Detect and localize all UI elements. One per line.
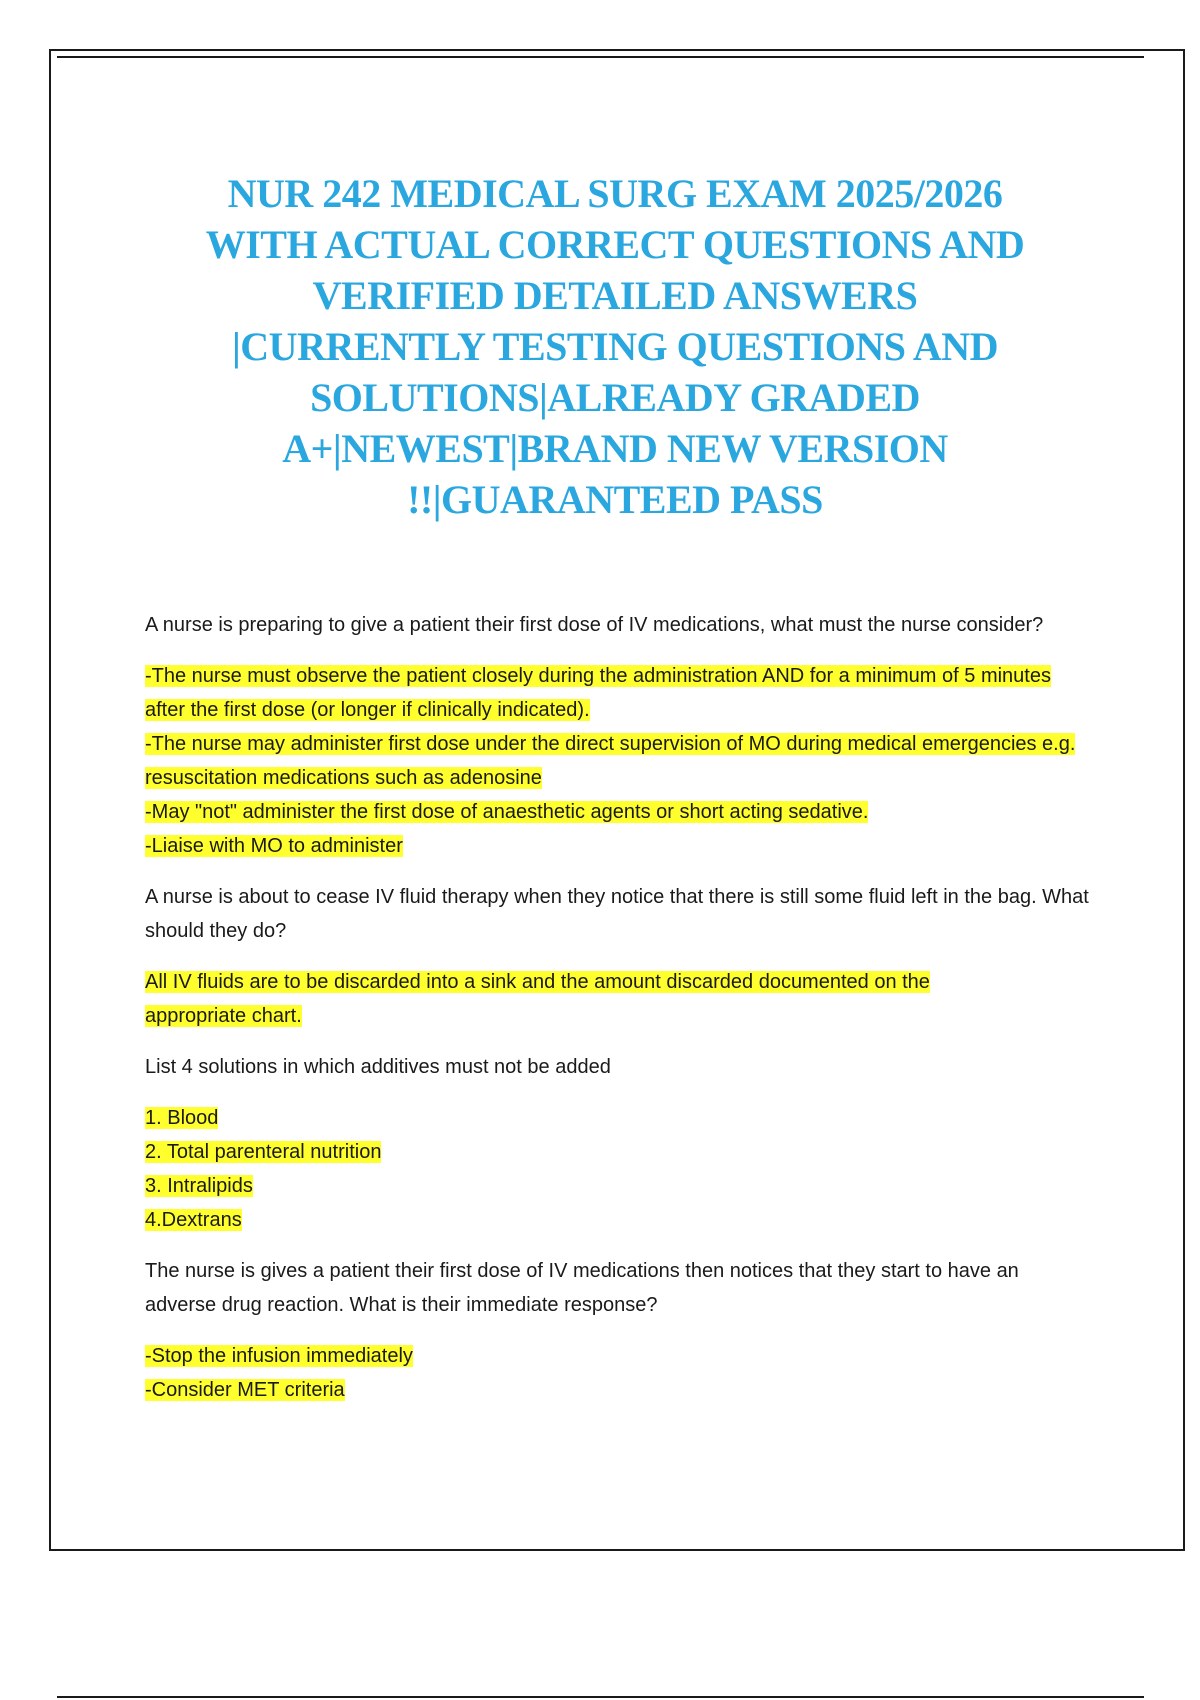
title-line: !!|GUARANTEED PASS <box>407 477 823 522</box>
question-text: A nurse is about to cease IV fluid therapy when they notice that there is still some fluid left in the bag. What should they do? <box>145 886 1089 942</box>
qa-item <box>145 880 1095 1033</box>
answer-block <box>145 659 1095 863</box>
question-text: List 4 solutions in which additives must not be added <box>145 1056 611 1078</box>
answer-block <box>145 1101 1095 1237</box>
qa-list <box>145 608 1095 1424</box>
answer-line: -Liaise with MO to administer <box>145 835 403 857</box>
title-line: WITH ACTUAL CORRECT QUESTIONS AND <box>205 222 1025 267</box>
qa-item <box>145 1050 1095 1237</box>
answer-line: 2. Total parenteral nutrition <box>145 1141 382 1163</box>
answer-line: 3. Intralipids <box>145 1175 253 1197</box>
answer-line: -The nurse may administer first dose under the direct supervision of MO during medical emergencies e.g. resuscitation medications such as adenosine <box>145 733 1076 789</box>
title-line: VERIFIED DETAILED ANSWERS <box>312 273 918 318</box>
answer-block <box>145 965 985 1033</box>
question-text: A nurse is preparing to give a patient their first dose of IV medications, what must the nurse consider? <box>145 614 1044 636</box>
question-text: The nurse is gives a patient their first dose of IV medications then notices that they start to have an adverse drug reaction. What is their immediate response? <box>145 1260 1019 1316</box>
title-line: A+|NEWEST|BRAND NEW VERSION <box>282 426 948 471</box>
qa-item <box>145 1254 1095 1407</box>
answer-line: -May "not" administer the first dose of anaesthetic agents or short acting sedative. <box>145 801 869 823</box>
answer-line: -Consider MET criteria <box>145 1379 345 1401</box>
document-title <box>130 168 1100 525</box>
title-line: NUR 242 MEDICAL SURG EXAM 2025/2026 <box>227 171 1003 216</box>
answer-line: -The nurse must observe the patient closely during the administration AND for a minimum of 5 minutes after the first dose (or longer if clinically indicated). <box>145 665 1051 721</box>
answer-line: 1. Blood <box>145 1107 219 1129</box>
title-line: SOLUTIONS|ALREADY GRADED <box>310 375 920 420</box>
bottom-rule <box>57 1696 1144 1698</box>
answer-block <box>145 1339 1095 1407</box>
answer-line: All IV fluids are to be discarded into a sink and the amount discarded documented on the appropriate chart. <box>145 971 930 1027</box>
title-line: |CURRENTLY TESTING QUESTIONS AND <box>231 324 998 369</box>
answer-line: 4.Dextrans <box>145 1209 242 1231</box>
answer-line: -Stop the infusion immediately <box>145 1345 413 1367</box>
top-rule <box>57 56 1144 58</box>
qa-item <box>145 608 1095 863</box>
